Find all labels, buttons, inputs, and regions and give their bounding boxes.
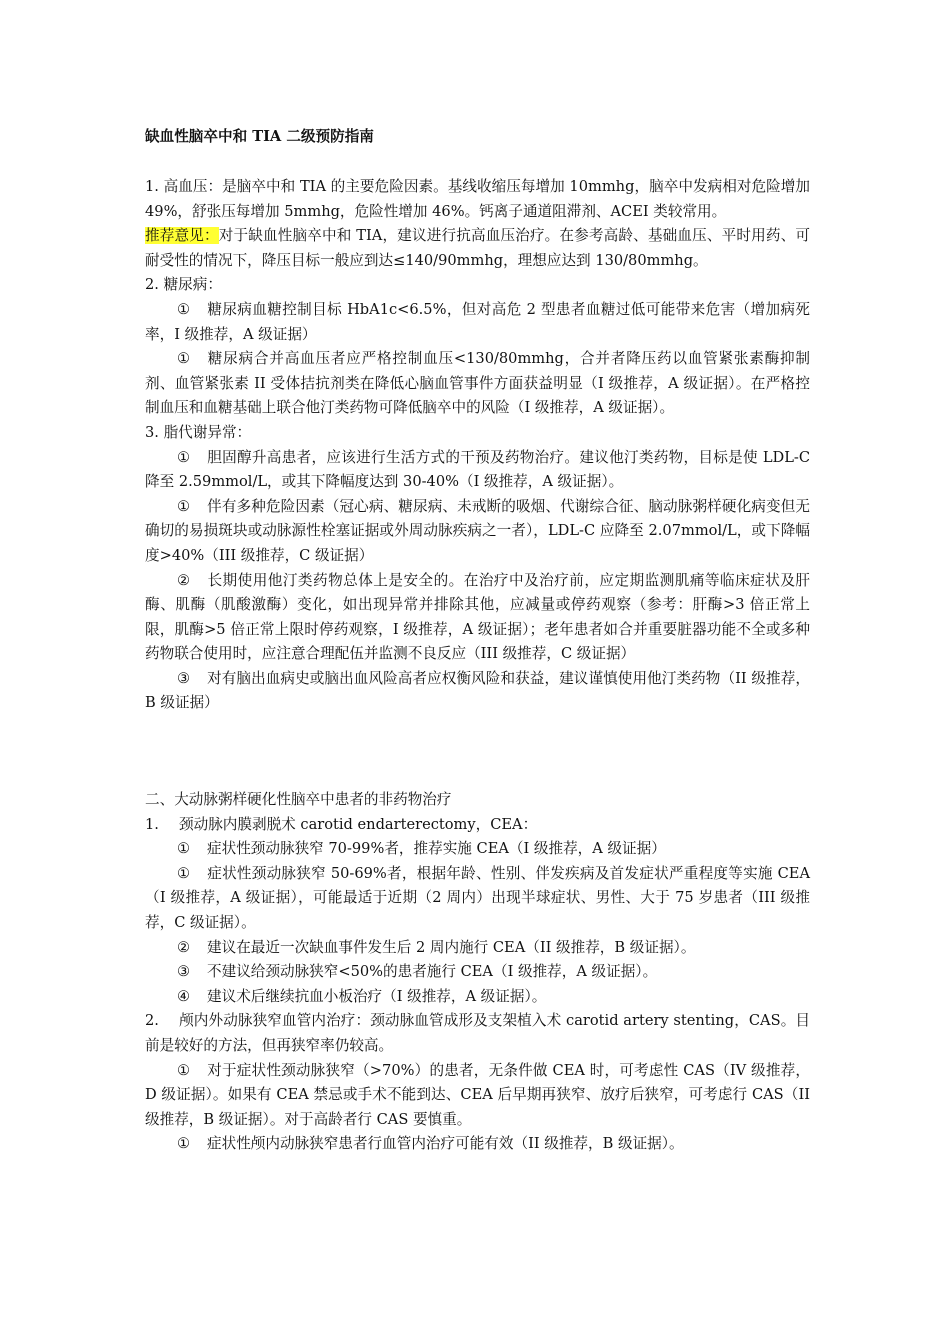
recommendation-paragraph: [145, 224, 810, 273]
item-marker: ①: [177, 1061, 191, 1079]
document-title: 缺血性脑卒中和 TIA 二级预防指南: [145, 128, 374, 145]
item-marker: ②: [177, 571, 191, 589]
item-marker: ②: [177, 938, 191, 956]
item-marker: ①: [177, 1135, 191, 1153]
list-item: [145, 298, 810, 347]
list-item: [145, 446, 810, 495]
diabetes-heading: 2. 糖尿病：: [145, 276, 222, 294]
cea-heading: [145, 813, 810, 838]
item-text: 颅内外动脉狭窄血管内治疗：颈动脉血管成形及支架植入术 carotid artery stenting，CAS。目前是较好的方法，但再狭窄率仍较高。: [145, 1012, 810, 1054]
item-text: 症状性颈动脉狭窄 70-99%者，推荐实施 CEA（I 级推荐，A 级证据）: [207, 840, 666, 858]
item-text: 建议在最近一次缺血事件发生后 2 周内施行 CEA（II 级推荐，B 级证据）。: [207, 938, 696, 956]
document-page: [145, 125, 810, 1157]
item-marker: ④: [177, 987, 191, 1005]
item-marker: ①: [177, 840, 191, 858]
item-text: 对于症状性颈动脉狭窄（>70%）的患者，无条件做 CEA 时，可考虑性 CAS（IV 级推荐，D 级证据）。如果有 CEA 禁忌或手术不能到达、CEA 后早期再狭窄、放疗后狭窄，可考虑行 CAS（II 级推荐，B 级证据）。对于高龄者行 CAS 要慎重。: [145, 1061, 810, 1128]
item-text: 对有脑出血病史或脑出血风险高者应权衡风险和获益，建议谨慎使用他汀类药物（II 级推荐，B 级证据）: [145, 669, 810, 712]
lipid-heading: 3. 脂代谢异常：: [145, 423, 252, 441]
item-text: 颈动脉内膜剥脱术 carotid endarterectomy，CEA：: [179, 815, 538, 833]
list-item: [145, 936, 810, 961]
part2-heading: 二、大动脉粥样硬化性脑卒中患者的非药物治疗: [145, 791, 452, 809]
item-text: 胆固醇升高患者，应该进行生活方式的干预及药物治疗。建议他汀类药物，目标是使 LDL-C 降至 2.59mmol/L，或其下降幅度达到 30-40%（I 级推荐，A 级证据）。: [145, 448, 810, 491]
cas-heading: [145, 1009, 810, 1058]
item-marker: ①: [177, 350, 191, 368]
list-item: [145, 569, 810, 667]
item-text: 症状性颈动脉狭窄 50-69%者，根据年龄、性别、伴发疾病及首发症状严重程度等实施 CEA（I 级推荐，A 级证据），可能最适于近期（2 周内）出现半球症状、男性、大于 75 岁患者（III 级推荐，C 级证据）。: [145, 864, 810, 932]
item-text: 长期使用他汀类药物总体上是安全的。在治疗中及治疗前，应定期监测肌痛等临床症状及肝酶、肌酶（肌酸激酶）变化，如出现异常并排除其他，应减量或停药观察（参考：肝酶>3 倍正常上限，肌酶>5 倍正常上限时停药观察，I 级推荐，A 级证据）；老年患者如合并重要脏器功能不全或多种药物联合使用时，应注意合理配伍并监测不良反应（III 级推荐，C 级证据）: [145, 571, 811, 663]
item-text: 糖尿病血糖控制目标 HbA1c<6.5%，但对高危 2 型患者血糖过低可能带来危害（增加病死率，I 级推荐，A 级证据）: [145, 300, 810, 343]
hypertension-paragraph: 1. 高血压：是脑卒中和 TIA 的主要危险因素。基线收缩压每增加 10mmhg，脑卒中发病相对危险增加 49%，舒张压每增加 5mmhg，危险性增加 46%。钙离子通道阻滞剂、ACEI 类较常用。: [145, 178, 810, 220]
item-number: 2.: [145, 1012, 159, 1030]
item-text: 建议术后继续抗血小板治疗（I 级推荐，A 级证据）。: [207, 987, 547, 1005]
item-text: 不建议给颈动脉狭窄<50%的患者施行 CEA（I 级推荐，A 级证据）。: [207, 963, 658, 981]
section-gap: [145, 716, 810, 788]
item-text: 症状性颅内动脉狭窄患者行血管内治疗可能有效（II 级推荐，B 级证据）。: [207, 1135, 684, 1153]
item-marker: ①: [177, 300, 191, 318]
item-text: 糖尿病合并高血压者应严格控制血压<130/80mmhg，合并者降压药以血管紧张素酶抑制剂、血管紧张素 II 受体拮抗剂类在降低心脑血管事件方面获益明显（I 级推荐，A 级证据）。在严格控制血压和血糖基础上联合他汀类药物可降低脑卒中的风险（I 级推荐，A 级证据）。: [145, 350, 810, 417]
recommendation-label: 推荐意见：: [145, 227, 219, 245]
list-item: [145, 960, 810, 985]
item-marker: ①: [177, 448, 191, 466]
list-item: [145, 985, 810, 1010]
item-number: 1.: [145, 815, 159, 833]
list-item: [145, 862, 810, 936]
list-item: [145, 837, 810, 862]
item-marker: ①: [177, 864, 191, 882]
list-item: [145, 1132, 810, 1157]
item-marker: ③: [177, 669, 191, 687]
list-item: [145, 1059, 810, 1133]
item-text: 伴有多种危险因素（冠心病、糖尿病、未戒断的吸烟、代谢综合征、脑动脉粥样硬化病变但无确切的易损斑块或动脉源性栓塞证据或外周动脉疾病之一者），LDL-C 应降至 2.07mmol/L，或下降幅度>40%（III 级推荐，C 级证据）: [145, 497, 810, 564]
list-item: [145, 667, 810, 716]
recommendation-text: 对于缺血性脑卒中和 TIA，建议进行抗高血压治疗。在参考高龄、基础血压、平时用药、可耐受性的情况下，降压目标一般应到达≤140/90mmhg，理想应达到 130/80mmhg。: [145, 227, 810, 269]
list-item: [145, 347, 810, 421]
item-marker: ③: [177, 963, 191, 981]
list-item: [145, 495, 810, 569]
item-marker: ①: [177, 497, 191, 515]
